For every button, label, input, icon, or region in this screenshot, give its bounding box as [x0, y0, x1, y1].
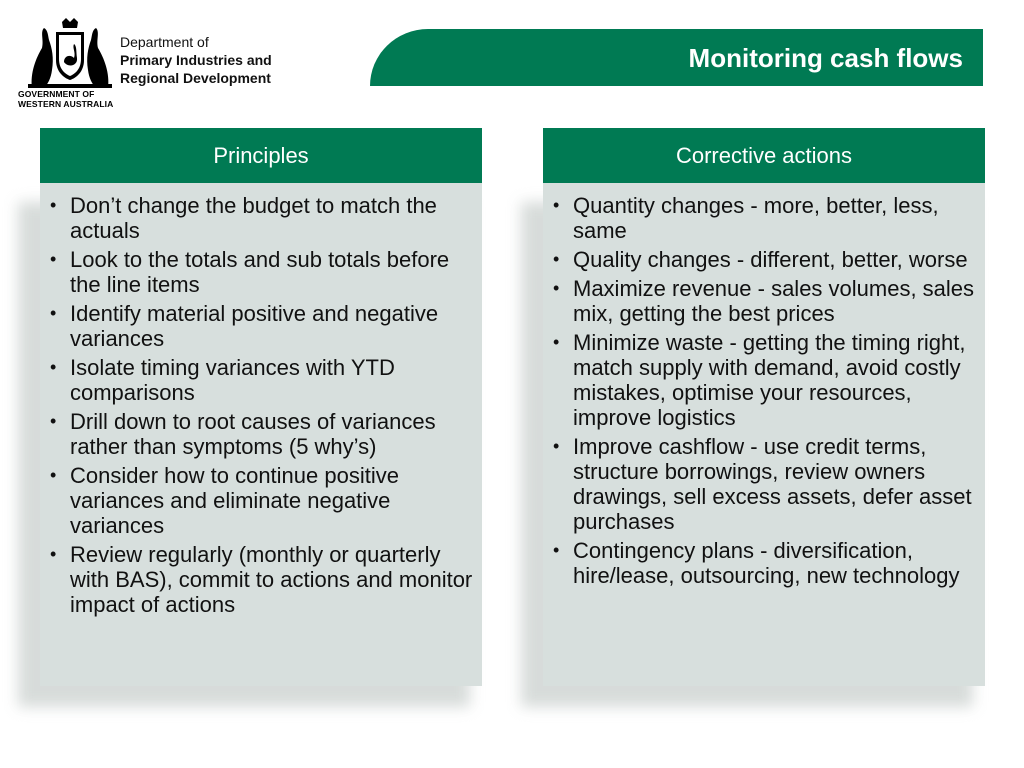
corrective-action-item: • Quantity changes - more, better, less, same — [553, 193, 981, 243]
corrective-action-item: • Minimize waste - getting the timing right, match supply with demand, avoid costly mistakes, optimise your resources, improve logistics — [553, 330, 981, 430]
crest-icon — [22, 18, 118, 90]
principles-list — [50, 193, 478, 621]
principles-heading: Principles — [40, 128, 482, 183]
principle-item: • Drill down to root causes of variances rather than symptoms (5 why’s) — [50, 409, 478, 459]
principle-item: • Isolate timing variances with YTD comparisons — [50, 355, 478, 405]
department-line-3: Regional Development — [120, 70, 271, 86]
department-line-1: Department of — [120, 34, 209, 50]
department-line-2: Primary Industries and — [120, 52, 272, 68]
corrective-actions-heading: Corrective actions — [543, 128, 985, 183]
government-label — [18, 89, 128, 109]
principle-item: • Look to the totals and sub totals before the line items — [50, 247, 478, 297]
principle-item: • Don’t change the budget to match the actuals — [50, 193, 478, 243]
principle-item: • Identify material positive and negative variances — [50, 301, 478, 351]
corrective-action-item: • Quality changes - different, better, worse — [553, 247, 981, 272]
corrective-action-item: • Maximize revenue - sales volumes, sales mix, getting the best prices — [553, 276, 981, 326]
corrective-action-item: • Improve cashflow - use credit terms, structure borrowings, review owners drawings, sell excess assets, defer asset purchases — [553, 434, 981, 534]
government-line-2: WESTERN AUSTRALIA — [18, 99, 114, 109]
corrective-actions-panel — [543, 128, 985, 686]
page-title: Monitoring cash flows — [688, 43, 963, 73]
corrective-actions-list — [553, 193, 981, 592]
principles-panel — [40, 128, 482, 686]
government-line-1: GOVERNMENT OF — [18, 89, 95, 99]
title-banner — [370, 29, 983, 86]
corrective-action-item: • Contingency plans - diversification, hire/lease, outsourcing, new technology — [553, 538, 981, 588]
principle-item: • Review regularly (monthly or quarterly with BAS), commit to actions and monitor impact of actions — [50, 542, 478, 617]
department-name — [120, 33, 272, 87]
principle-item: • Consider how to continue positive variances and eliminate negative variances — [50, 463, 478, 538]
